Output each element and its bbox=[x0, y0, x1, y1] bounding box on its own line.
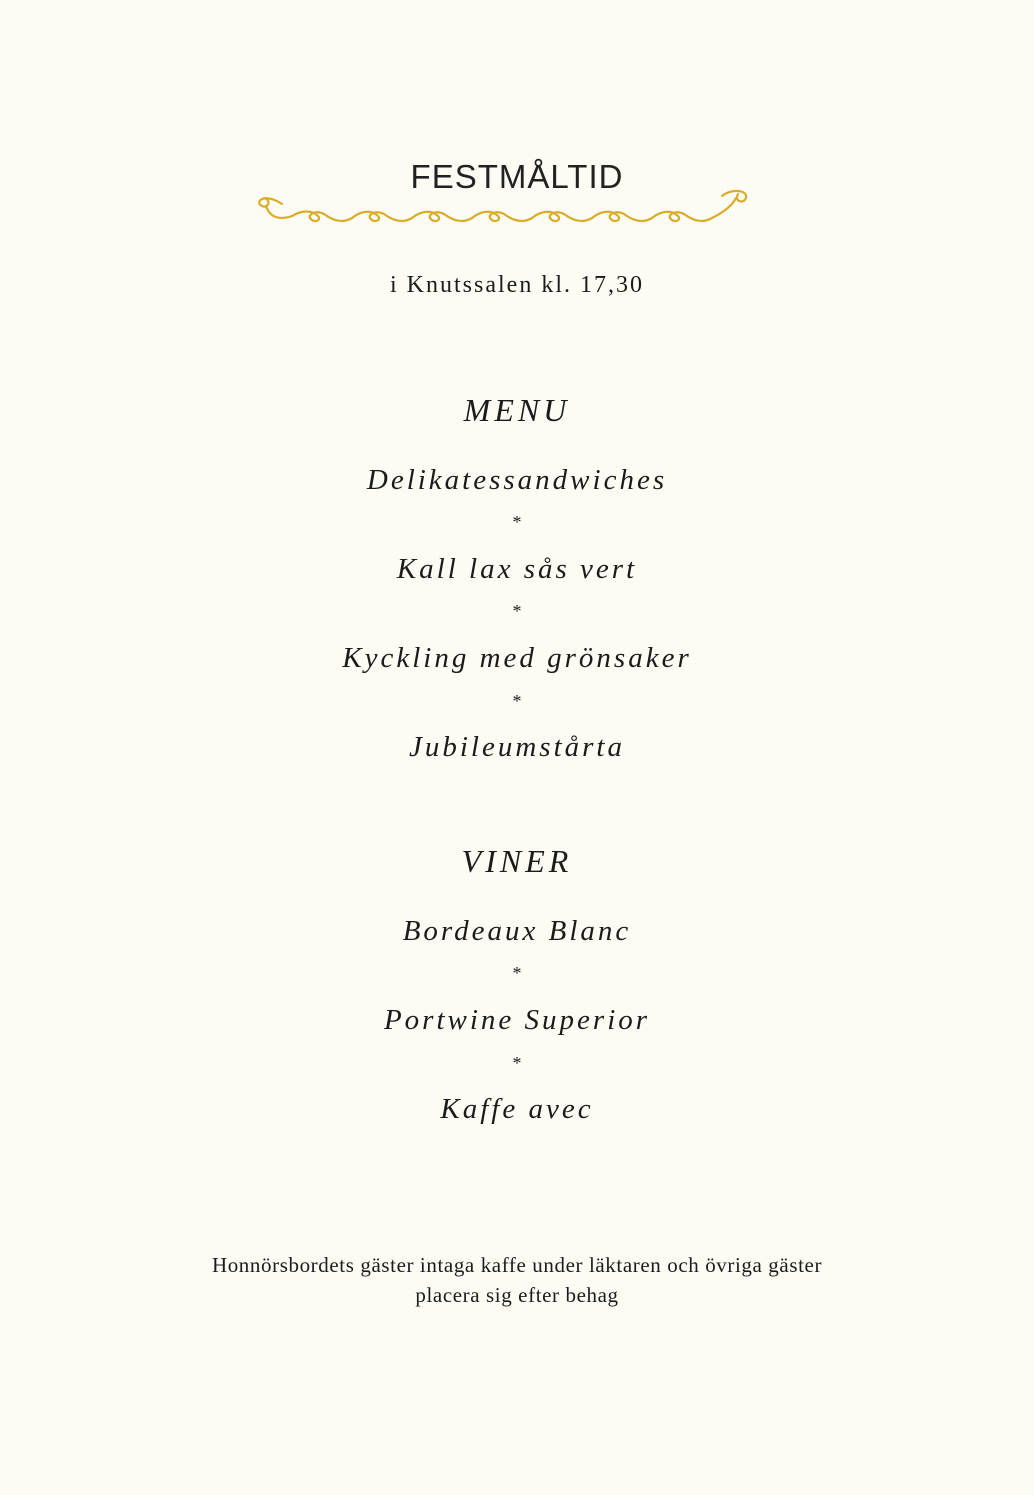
gold-scroll-ornament bbox=[252, 184, 752, 236]
separator-star: * bbox=[512, 512, 522, 532]
wine-item: Bordeaux Blanc bbox=[402, 915, 632, 947]
menu-item: Jubileumstårta bbox=[409, 731, 625, 763]
separator-star: * bbox=[512, 691, 522, 711]
menu-item: Kyckling med grönsaker bbox=[342, 642, 692, 674]
separator-star: * bbox=[512, 963, 522, 983]
venue-time: i Knutssalen kl. 17,30 bbox=[390, 272, 644, 298]
separator-star: * bbox=[512, 1053, 522, 1073]
wines-heading: VINER bbox=[461, 843, 573, 879]
separator-star: * bbox=[512, 601, 522, 621]
page-title: FESTMÅLTID bbox=[410, 158, 624, 195]
wine-item: Portwine Superior bbox=[383, 1004, 651, 1036]
footnote-line-1: Honnörsbordets gäster intaga kaffe under läktaren och övriga gäster bbox=[211, 1253, 823, 1277]
menu-item: Kall lax sås vert bbox=[396, 553, 638, 585]
footnote-line-2: placera sig efter behag bbox=[415, 1283, 619, 1307]
menu-item: Delikatessandwiches bbox=[366, 464, 668, 496]
wine-item: Kaffe avec bbox=[440, 1093, 594, 1125]
menu-heading: MENU bbox=[463, 392, 571, 428]
